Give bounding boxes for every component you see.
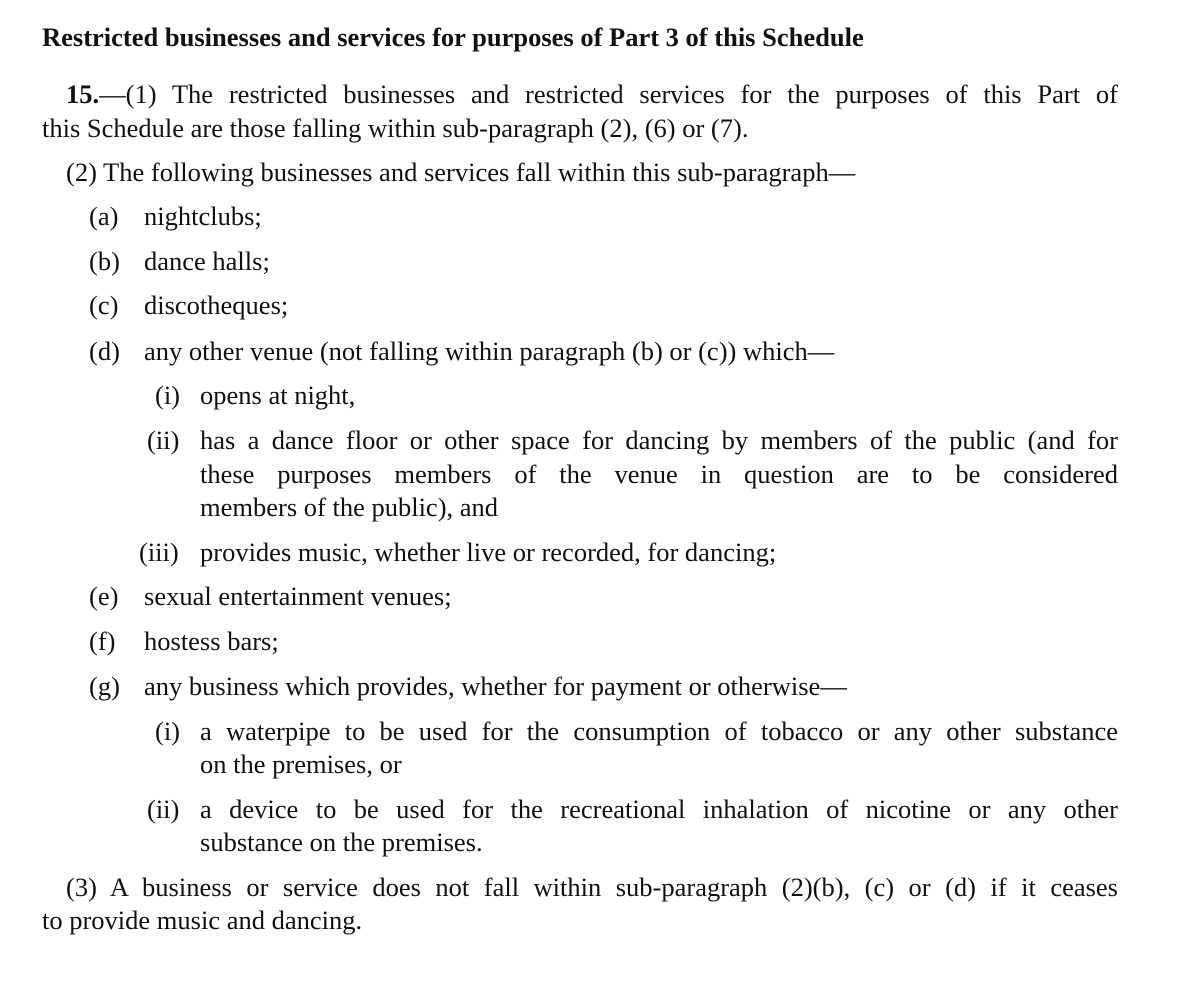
- item-d-text: any other venue (not falling within paragraph (b) or (c)) which—: [144, 336, 835, 366]
- item-a-label: (a): [89, 201, 119, 231]
- item-d-ii-label: (ii): [147, 425, 180, 455]
- item-f-label: (f): [89, 626, 116, 656]
- item-c-text: discotheques;: [144, 290, 289, 320]
- item-b-text: dance halls;: [144, 246, 270, 276]
- item-d-ii-line-1: has a dance floor or other space for dancing by members of the public (and for: [200, 425, 1118, 455]
- item-e-text: sexual entertainment venues;: [144, 581, 452, 611]
- item-d-iii-text: provides music, whether live or recorded, for dancing;: [200, 537, 777, 567]
- paragraph-number: 15.: [66, 79, 100, 109]
- sub-3-line-2: to provide music and dancing.: [42, 905, 363, 935]
- item-d-ii-line-2: these purposes members of the venue in question are to be considered: [200, 459, 1118, 489]
- item-d-i-text: opens at night,: [200, 380, 356, 410]
- item-g-ii-label: (ii): [147, 794, 180, 824]
- item-c-label: (c): [89, 290, 119, 320]
- item-g-text: any business which provides, whether for payment or otherwise—: [144, 671, 847, 701]
- item-d-ii-line-3: members of the public), and: [200, 492, 499, 522]
- item-g-ii-line-2: substance on the premises.: [200, 827, 483, 857]
- item-d-iii-label: (iii): [139, 537, 179, 567]
- item-g-label: (g): [89, 671, 120, 701]
- sub-3-line-1: (3) A business or service does not fall within sub-paragraph (2)(b), (c) or (d) if it ceases: [66, 872, 1118, 902]
- item-b-label: (b): [89, 246, 120, 276]
- section-heading: Restricted businesses and services for purposes of Part 3 of this Schedule: [42, 22, 864, 52]
- item-g-i-line-2: on the premises, or: [200, 749, 402, 779]
- item-g-i-line-1: a waterpipe to be used for the consumption of tobacco or any other substance: [200, 716, 1118, 746]
- item-f-text: hostess bars;: [144, 626, 279, 656]
- sub-2-intro: (2) The following businesses and services fall within this sub-paragraph—: [66, 157, 856, 187]
- item-e-label: (e): [89, 581, 119, 611]
- item-a-text: nightclubs;: [144, 201, 262, 231]
- para-15-line-1: [66, 77, 1118, 111]
- para-15-line-2: this Schedule are those falling within sub-paragraph (2), (6) or (7).: [42, 113, 749, 143]
- item-g-i-label: (i): [155, 716, 181, 746]
- para-15-text-1: —(1) The restricted businesses and restricted services for the purposes of this Part of: [99, 79, 1118, 109]
- item-g-ii-line-1: a device to be used for the recreational inhalation of nicotine or any other: [200, 794, 1118, 824]
- item-d-label: (d): [89, 336, 120, 366]
- item-d-i-label: (i): [155, 380, 181, 410]
